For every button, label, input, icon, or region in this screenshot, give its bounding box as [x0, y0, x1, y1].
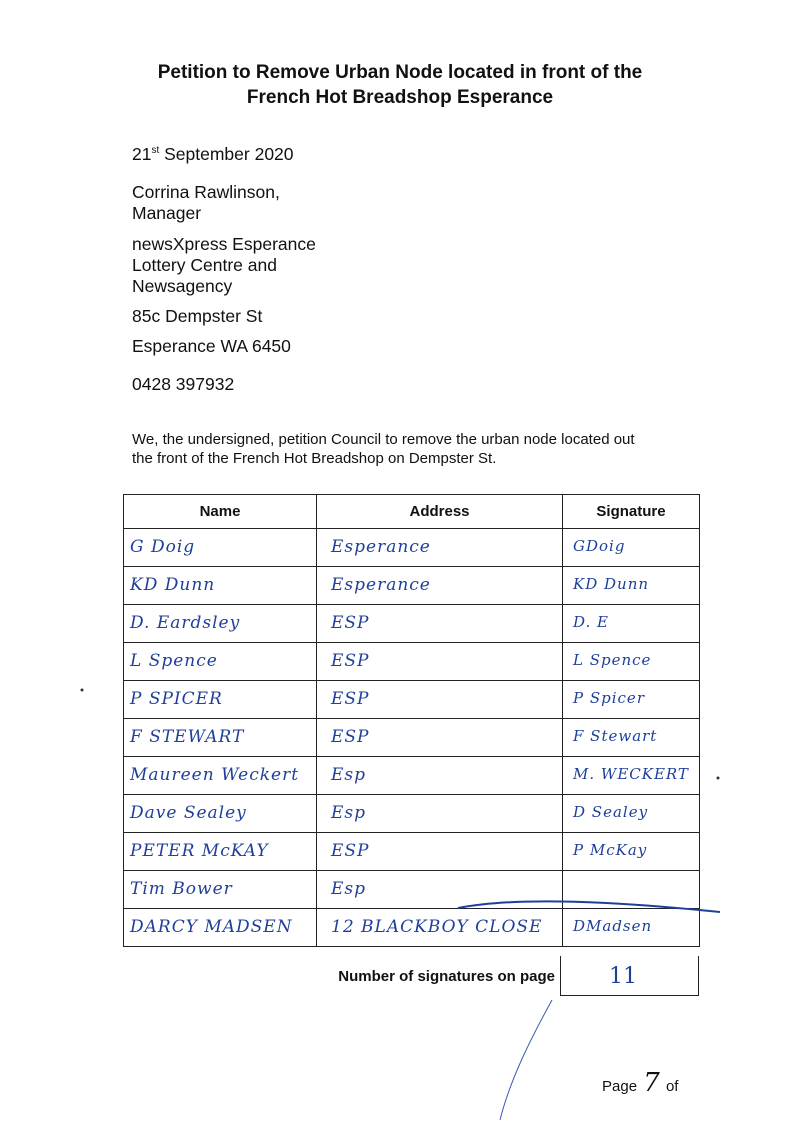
name-cell	[124, 909, 317, 947]
statement-line-1: We, the undersigned, petition Council to remove the urban node located out	[132, 431, 635, 448]
handwritten-signature: M. WECKERT	[573, 765, 689, 783]
handwritten-address: Esp	[331, 765, 367, 785]
signature-cell	[563, 833, 700, 871]
name-cell	[124, 643, 317, 681]
handwritten-name: G Doig	[130, 537, 196, 557]
handwritten-name: Dave Sealey	[130, 803, 247, 823]
date-rest: September 2020	[164, 144, 294, 164]
signature-rows	[124, 529, 700, 947]
address-cell	[317, 757, 563, 795]
handwritten-name: D. Eardsley	[130, 613, 241, 633]
table-header-row	[124, 495, 700, 529]
address-cell	[317, 719, 563, 757]
handwritten-address: Esperance	[331, 537, 431, 557]
title-line-2: French Hot Breadshop Esperance	[246, 87, 554, 108]
address-cell	[317, 681, 563, 719]
stray-mark-left	[81, 689, 84, 692]
table-row	[124, 833, 700, 871]
signature-cell	[563, 643, 700, 681]
address-cell	[317, 605, 563, 643]
header-address: Address	[317, 495, 563, 529]
handwritten-address: Esperance	[331, 575, 431, 595]
handwritten-address: ESP	[331, 727, 370, 747]
handwritten-name: KD Dunn	[130, 575, 216, 595]
handwritten-address: Esp	[331, 879, 367, 899]
name-cell	[124, 757, 317, 795]
date	[132, 144, 294, 165]
contact-town: Esperance WA 6450	[132, 336, 291, 356]
page-prefix: Page	[602, 1078, 638, 1095]
org-line-2: Lottery Centre and	[132, 255, 277, 275]
pen-stroke-diagonal	[500, 1000, 552, 1120]
handwritten-address: Esp	[331, 803, 367, 823]
table-row	[124, 567, 700, 605]
signature-cell	[563, 871, 700, 909]
handwritten-address: ESP	[331, 651, 370, 671]
statement-line-2: the front of the French Hot Breadshop on Dempster St.	[132, 450, 497, 467]
header-signature: Signature	[563, 495, 700, 529]
contact-name: Corrina Rawlinson,	[132, 182, 280, 202]
signature-cell	[563, 909, 700, 947]
org-line-1: newsXpress Esperance	[132, 234, 316, 254]
name-cell	[124, 795, 317, 833]
date-suffix: st	[151, 145, 160, 157]
name-cell	[124, 719, 317, 757]
signature-cell	[563, 529, 700, 567]
handwritten-signature: D Sealey	[573, 803, 649, 821]
signature-cell	[563, 681, 700, 719]
handwritten-signature: F Stewart	[573, 727, 658, 745]
title-line-1: Petition to Remove Urban Node located in front of the	[157, 62, 643, 83]
signature-cell	[563, 567, 700, 605]
address-cell	[317, 833, 563, 871]
name-cell	[124, 605, 317, 643]
name-cell	[124, 567, 317, 605]
table-row	[124, 795, 700, 833]
table-row	[124, 605, 700, 643]
page-suffix: of	[665, 1078, 679, 1095]
table-row	[124, 909, 700, 947]
handwritten-name: F STEWART	[130, 727, 245, 747]
handwritten-signature: KD Dunn	[573, 575, 650, 593]
petition-title	[100, 60, 700, 110]
handwritten-signature: P McKay	[573, 841, 648, 859]
handwritten-name: DARCY MADSEN	[130, 917, 293, 937]
name-cell	[124, 681, 317, 719]
signature-cell	[563, 719, 700, 757]
handwritten-signature: DMadsen	[573, 917, 653, 935]
name-cell	[124, 529, 317, 567]
address-cell	[317, 909, 563, 947]
table-row	[124, 871, 700, 909]
handwritten-signature: GDoig	[573, 537, 626, 555]
contact-organisation	[132, 234, 316, 297]
signature-count-box	[560, 956, 699, 996]
handwritten-address: ESP	[331, 613, 370, 633]
page-footer	[602, 1068, 678, 1098]
handwritten-signature: P Spicer	[573, 689, 645, 707]
signature-table	[123, 494, 700, 947]
address-cell	[317, 567, 563, 605]
address-cell	[317, 795, 563, 833]
address-cell	[317, 643, 563, 681]
contact-role: Manager	[132, 203, 202, 223]
page-number: 7	[643, 1068, 660, 1098]
contact-address: 85c Dempster St	[132, 306, 263, 326]
signature-count-value: 11	[609, 964, 637, 989]
date-day: 21	[132, 144, 152, 164]
handwritten-signature: D. E	[573, 613, 609, 631]
handwritten-address: 12 BLACKBOY CLOSE	[331, 917, 543, 937]
handwritten-address: ESP	[331, 689, 370, 709]
handwritten-address: ESP	[331, 841, 370, 861]
handwritten-name: P SPICER	[130, 689, 223, 709]
address-cell	[317, 529, 563, 567]
table-row	[124, 643, 700, 681]
table-row	[124, 681, 700, 719]
handwritten-signature: L Spence	[573, 651, 652, 669]
handwritten-name: Tim Bower	[130, 879, 233, 899]
table-row	[124, 719, 700, 757]
handwritten-name: L Spence	[130, 651, 218, 671]
handwritten-name: PETER McKAY	[130, 841, 269, 861]
table-row	[124, 529, 700, 567]
address-cell	[317, 871, 563, 909]
signature-cell	[563, 757, 700, 795]
contact-person	[132, 182, 280, 224]
signature-count-label: Number of signatures on page	[338, 968, 555, 985]
signature-cell	[563, 605, 700, 643]
handwritten-name: Maureen Weckert	[130, 765, 300, 785]
petition-statement	[132, 430, 702, 468]
header-name: Name	[124, 495, 317, 529]
signature-cell	[563, 795, 700, 833]
table-row	[124, 757, 700, 795]
stray-mark-right	[717, 777, 720, 780]
name-cell	[124, 871, 317, 909]
org-line-3: Newsagency	[132, 276, 233, 296]
contact-phone: 0428 397932	[132, 374, 235, 394]
name-cell	[124, 833, 317, 871]
